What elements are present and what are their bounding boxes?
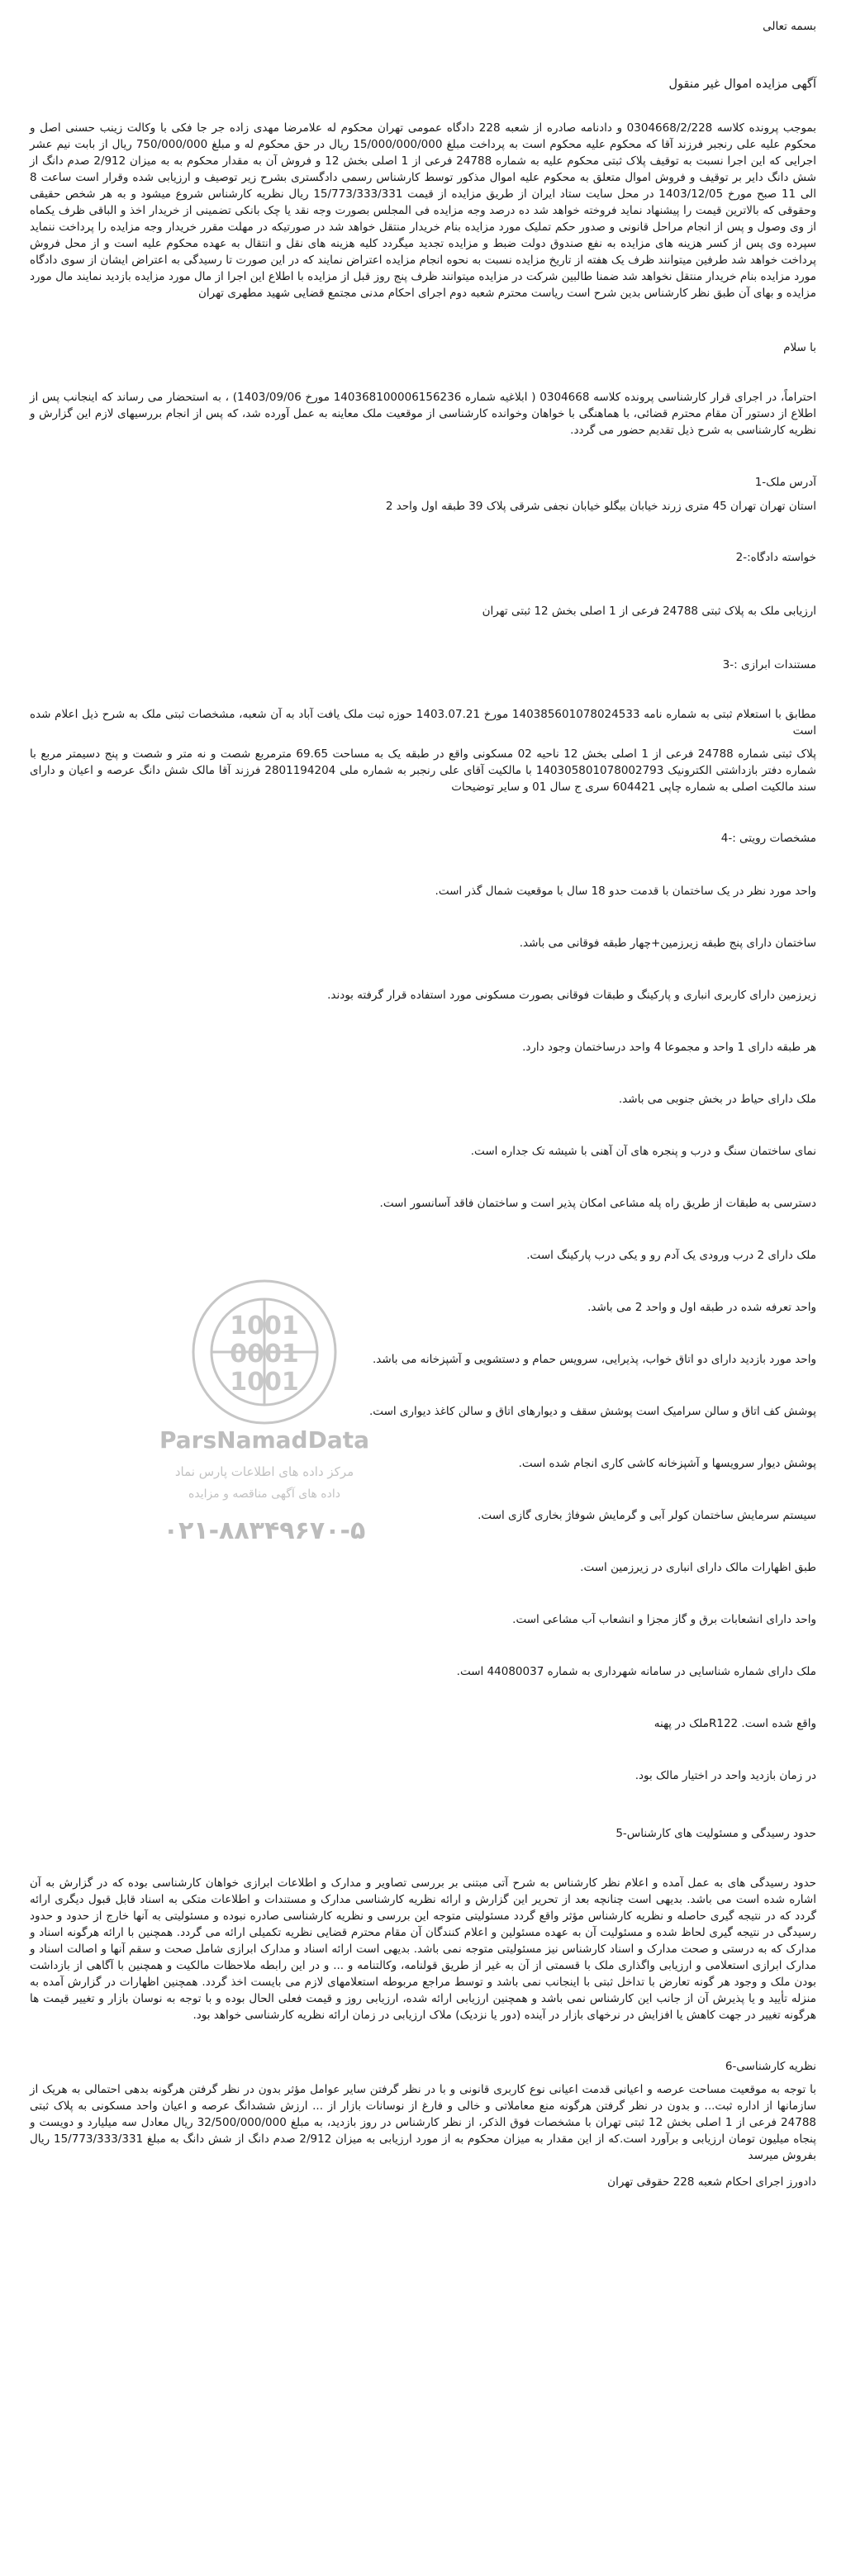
visual-specs-heading: مشخصات رویتی :-4 [720, 832, 816, 845]
expert-opinion-text: با توجه به موقعیت مساحت عرصه و اعیانی قدمت اعیانی نوع کاربری قانونی و با در نظر گرفتن سایر عوامل مؤثر بدون در نظر گرفتن هرگونه بدهی احتمالی به هریک از سازمانها از اداره ثبت... و بدون در نظر گرفتن هرگونه منع معاملاتی و خالی و فارغ از نوسانات بازار از ... ارزش ششدانگ عرصه و اعیان واحد مسکونی به پلاک ثبتی 24788 فرعی از 1 اصلی بخش 12 ثبتی تهران با مشخصات فوق الذکر، از نظر کارشناس در روز بازدید، به مبلغ 32/500/000/000 ریال معادل سه میلیارد و دویست و پنجاه میلیون تومان ارزیابی و برآورد است.که از این مقدار به میزان محکوم به از مورد ارزیابی به میزان 2/912 صدم دانگ از شش دانگ به مبلغ 15/773/333/331 ریال بفروش میرسد [30, 2083, 816, 2162]
signature-line: دادورز اجرای احکام شعبه 228 حقوقی تهران [607, 2175, 816, 2189]
watermark-brand: ParsNamadData [159, 1426, 369, 1454]
page-title: آگهی مزایده اموال غیر منقول [668, 78, 816, 91]
watermark-number-2: 0001 [230, 1340, 299, 1369]
spec-item: دسترسی به طبقات از طریق راه پله مشاعی امکان پذیر است و ساختمان فاقد آسانسور است. [379, 1197, 816, 1210]
expert-opinion-heading: نظریه کارشناسی-6 [725, 2060, 816, 2073]
documents-text-1: مطابق با استعلام ثبتی به شماره نامه 140385601078024533 مورخ 1403.07.21 حوزه ثبت ملک یافت آباد به آن شعبه، مشخصات ثبتی ملک به شرح ذیل اعلام شده است [30, 708, 816, 738]
spec-item: هر طبقه دارای 1 واحد و مجموعا 4 واحد درساختمان وجود دارد. [522, 1041, 816, 1054]
address-text: استان تهران تهران 45 متری زرند خیابان بیگلو خیابان نجفی شرقی پلاک 39 طبقه اول واحد 2 [385, 500, 816, 513]
court-request-heading: خواسته دادگاه:-2 [735, 551, 816, 564]
spec-item: نمای ساختمان سنگ و درب و پنجره های آن آهنی با شیشه تک جداره است. [470, 1145, 816, 1158]
spec-item: پوشش دیوار سرویسها و آشپزخانه کاشی کاری انجام شده است. [518, 1457, 816, 1470]
spec-item: زیرزمین دارای کاربری انباری و پارکینگ و طبقات فوقانی بصورت مسکونی مورد استفاده قرار گرفته بودند. [327, 989, 816, 1002]
limits-text: حدود رسیدگی های به عمل آمده و اعلام نظر کارشناس به شرح آتی مبتنی بر بررسی تصاویر و مدارک و اطلاعات ابرازی خواهان کارشناسی بوده که در گزارش به آن اشاره شده است می باشد. بدیهی است چنانچه بعد از تحریر این گزارش و ارائه نظریه کارشناسی مدارک و مستندات و اطلاعات متکی به اسناد قابل قبول دیگری ارائه گردد که در نتیجه گیری حاصله و نظریه کارشناس مؤثر واقع گردد مسئولیتی متوجه این بررسی و نظریه کارشناسی صادره نبوده و مسئولیتی به آنها خارج از حدود و حدود رسیدگی در نتیجه گیری لحاظ شده و مسئولیت آن به عهده مسئولین و اعلام کنندگان آن مقام محترم قضایی نظریه تکمیلی ارائه می گردد. همچنین با ارائه هرگونه اسناد و مدارک که به درستی و صحت مدارک و اسناد کارشناس نیز مسئولیتی متوجه نمی باشد. بدیهی است ارائه اسناد و مدارک ابرازی شامل صحت و سقم آنها و اصالت اسناد و مدارک ابرازی استعلامی و ارزیابی واگذاری ملک با قسمتی از آن به غیر از طریق قولنامه، وکالتنامه و ... و در این رابطه ملاحظات مالکیت و همچنین با آگاهی از بازداشت بودن ملک و وجود هر گونه تعارض با تداخل ثبتی با اینجانب نمی باشد و توسط مراجع مربوطه استعلامهای لازم می بایست اخذ گردد. همچنین اظهارات در گزارش آمده به منزله تأیید و یا پذیرش آن از جانب این کارشناس نمی باشد و همچنین ارزیابی ارائه شده، ارزیابی روز و قیمت فعلی الحال بوده و با توجه به نوسان بازار و تغییر قیمت ها هرگونه تغییر در جهت کاهش یا افزایش در نرخهای بازار در آینده (دور یا نزدیک) ملاک ارزیابی در زمان ارائه نظریه کارشناسی خواهد بود. [30, 1876, 816, 2022]
watermark-subtitle: مرکز داده های اطلاعات پارس نماد [174, 1464, 354, 1479]
watermark-number-3: 1001 [230, 1368, 299, 1397]
watermark-number-1: 1001 [230, 1312, 299, 1340]
spec-item: واحد مورد بازدید دارای دو اتاق خواب، پذیرایی، سرویس حمام و دستشویی و آشپزخانه می باشد. [373, 1353, 816, 1366]
request-paragraph: احتراماً، در اجرای قرار کارشناسی پرونده کلاسه 0304668 ( ابلاغیه شماره 140368100006156236 مورخ 1403/09/06) ، به استحضار می رساند که اینجانب پس از اطلاع از دستور آن مقام محترم قضائی، با هماهنگی با خواهان وخوانده کارشناسی از موقعیت ملک معاینه به عمل آورده شد، که پس از انجام بررسیهای لازم این گزارش و نظریه کارشناسی به شرح ذیل تقدیم حضور می گردد. [30, 391, 816, 437]
watermark-phone: ۰۲۱-۸۸۳۴۹۶۷۰-۵ [163, 1516, 366, 1545]
spec-item: طبق اظهارات مالک دارای انباری در زیرزمین است. [580, 1561, 816, 1574]
basmala: بسمه تعالی [763, 20, 816, 33]
spec-item: در زمان بازدید واحد در اختیار مالک بود. [634, 1769, 816, 1782]
documents-text-2: پلاک ثبتی شماره 24788 فرعی از 1 اصلی بخش 12 ناحیه 02 مسکونی واقع در طبقه یک به مساحت 69.65 مترمربع شصت و نه متر و شصت و پنج دسیمتر مربع با شماره دفتر بازداشتی الکترونیک 140305801078002793 با مالکیت آقای علی رنجبر به شماره ملی 2801194204 فرزند آقا مالک شش دانگ عرصه و اعیان و دارای سند مالکیت اصلی به شماره چاپی 604421 سری ج سال 01 و سایر توضیحات [30, 747, 816, 794]
spec-item: واحد دارای انشعابات برق و گاز مجزا و انشعاب آب مشاعی است. [512, 1613, 816, 1626]
spec-item: ملک دارای شماره شناسایی در سامانه شهرداری به شماره 44080037 است. [456, 1665, 816, 1678]
court-request-text: ارزیابی ملک به پلاک ثبتی 24788 فرعی از 1 اصلی بخش 12 ثبتی تهران [482, 605, 816, 618]
spec-item: واحد تعرفه شده در طبقه اول و واحد 2 می باشد. [587, 1301, 816, 1314]
spec-item: واقع شده است. R122ملک در پهنه [654, 1717, 816, 1730]
spec-item: پوشش کف اتاق و سالن سرامیک است پوشش سقف و دیوارهای اتاق و سالن کاغذ دیواری است. [369, 1405, 816, 1418]
auction-intro-paragraph: بموجب پرونده کلاسه 0304668/2/228 و دادنامه صادره از شعبه 228 دادگاه عمومی تهران محکوم له علامرضا مهدی زاده جر جا فکی با وکالت زینب حسنی اصل و محکوم علیه علی رنجبر فرزند آقا که محکوم علیه محکوم است به پرداخت مبلغ 15/000/000/000 ریال در حق محکوم له و مبلغ 750/000/000 ریال از بابت نیم عشر اجرایی که این اجرا نسبت به توقیف پلاک ثبتی محکوم علیه به شماره 24788 فرعی از 1 اصلی بخش 12 و فروش آن به مقدار محکوم به به میزان 2/912 صدم دانگ از شش دانگ دایر بر توقیف و فروش اموال متعلق به محکوم علیه اموال مذکور توسط کارشناس رسمی دادگستری بشرح زیر توصیف و ارزیابی شده وقرار است ساعت 8 الی 11 صبح مورخ 1403/12/05 در محل سایت ستاد ایران از طریق مزایده از قیمت 15/773/333/331 ریال نظریه کارشناس شروع میشود و به هر شخص حقیقی وحقوقی که بالاترین قیمت را پیشنهاد نماید فروخته خواهد شد ده درصد وجه مزایده فی المجلس بصورت وجه نقد یا چک بانکی تضمینی از خریدار اخذ و الباقی ظرف یکماه از وی وصول و پس از انجام مراحل قانونی و صدور حکم تملیک مورد مزایده بنام خریدار منتقل خواهد شد در صورتیکه در مهلت مقرر خریدار وجه مزایده را پرداخت ننماید سپرده وی پس از کسر هزینه های مزایده به نفع صندوق دولت ضبط و مزایده تجدید میگردد کلیه هزینه های نقل و انتقال به عهده محکوم علیه است و از محل فروش پرداخت خواهد شد طرفین میتوانند ظرف یک هفته از تاریخ مزایده نسبت به نحوه انجام مزایده اعتراض نمایند که در این صورت تا رسیدگی به اعتراض ایشان از سوی دادگاه مورد مزایده بنام خریدار منتقل نخواهد شد ضمنا طالبین شرکت در مزایده میتوانند ظرف پنج روز قبل از مزایده با اطلاع این اجرا از مال مورد مزایده بازدید نمایند مال مورد مزایده و بهای آن طبق نظر کارشناس بدین شرح است رياست محترم شعبه دوم اجراى احكام مدنى مجتمع قضايى شهيد مطهرى تهران [30, 121, 817, 300]
address-heading: آدرس ملک-1 [754, 476, 816, 489]
spec-item: واحد مورد نظر در یک ساختمان با قدمت حدو 18 سال با موقعیت شمال گذر است. [435, 885, 816, 898]
limits-heading: حدود رسیدگی و مسئولیت های کارشناس-5 [615, 1827, 816, 1840]
spec-item: ملک دارای حیاط در بخش جنوبی می باشد. [618, 1093, 816, 1106]
spec-item: ساختمان دارای پنج طبقه زیرزمین+چهار طبقه فوقانی می باشد. [519, 937, 816, 950]
documents-heading: مستندات ابرازی :-3 [722, 658, 816, 671]
watermark-subtitle-2: داده های آگهی مناقصه و مزایده [188, 1487, 341, 1501]
spec-item: سیستم سرمایش ساختمان کولر آبی و گرمایش شوفاژ بخاری گازی است. [478, 1509, 816, 1522]
greeting: با سلام [783, 341, 816, 354]
spec-item: ملک دارای 2 درب ورودی یک آدم رو و یکی درب پارکینگ است. [526, 1249, 816, 1262]
